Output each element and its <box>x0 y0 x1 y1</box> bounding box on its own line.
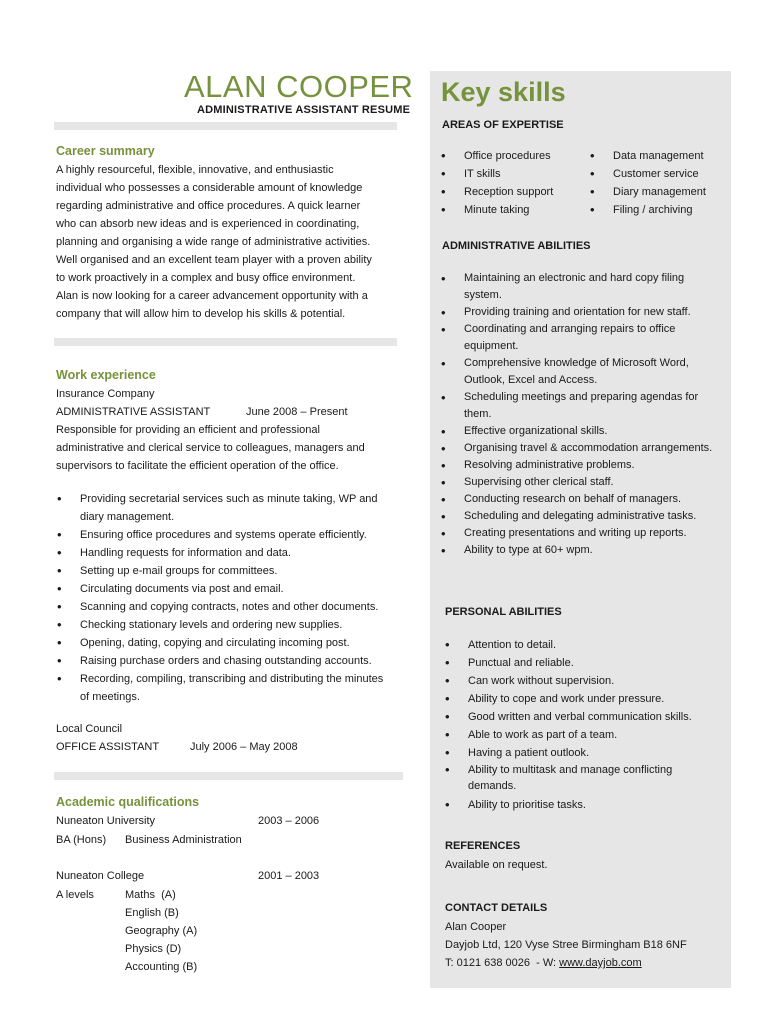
divider-bar <box>54 122 397 130</box>
job1-duties-list <box>57 490 393 706</box>
list-item: • Checking stationary levels and ordering new supplies. <box>57 616 393 634</box>
admin-abilities-title: ADMINISTRATIVE ABILITIES <box>442 240 591 252</box>
job1-dates: June 2008 – Present <box>246 406 348 418</box>
list-item: • Scheduling meetings and preparing agendas for them. <box>441 389 716 423</box>
uni-name: Nuneaton University <box>56 815 156 827</box>
uni-subject: Business Administration <box>125 834 242 846</box>
list-item: • Can work without supervision. <box>445 672 720 690</box>
list-item: • Ensuring office procedures and systems operate efficiently. <box>57 526 393 544</box>
summary-line: to work proactively in a complex and busy office environment. <box>56 272 356 284</box>
job2-role: OFFICE ASSISTANT <box>56 741 160 753</box>
list-item: • Good written and verbal communication skills. <box>445 708 720 726</box>
references-title: REFERENCES <box>445 840 521 852</box>
subject-item: Accounting (B) <box>125 961 198 973</box>
list-item: • Organising travel & accommodation arrangements. <box>441 440 716 457</box>
list-item: • IT skills <box>441 165 591 183</box>
subject-item: English (B) <box>125 907 179 919</box>
career-summary-text <box>56 161 392 323</box>
college-subjects <box>125 886 197 976</box>
job1-company: Insurance Company <box>56 388 155 400</box>
list-item: • Minute taking <box>441 201 591 219</box>
job2-dates: July 2006 – May 2008 <box>190 741 298 753</box>
college-level: A levels <box>56 889 94 901</box>
list-item: • Circulating documents via post and email. <box>57 580 393 598</box>
divider-bar <box>54 772 403 780</box>
list-item: • Having a patient outlook. <box>445 744 720 762</box>
contact-name: Alan Cooper <box>445 921 507 933</box>
list-item: • Data management <box>590 147 730 165</box>
subject-item: Maths (A) <box>125 889 176 901</box>
job1-desc-line: supervisors to facilitate the efficient operation of the office. <box>56 460 339 472</box>
academic-title: Academic qualifications <box>56 795 200 809</box>
expertise-list-right <box>590 147 730 219</box>
career-summary-title: Career summary <box>56 144 155 158</box>
uni-degree: BA (Hons) <box>56 834 107 846</box>
contact-title: CONTACT DETAILS <box>445 902 548 914</box>
list-item: • Effective organizational skills. <box>441 423 716 440</box>
job1-description <box>56 421 392 475</box>
references-text: Available on request. <box>445 859 548 871</box>
list-item: • Supervising other clerical staff. <box>441 474 716 491</box>
college-name: Nuneaton College <box>56 870 145 882</box>
summary-line: planning and organising a wide range of administrative activities. <box>56 236 371 248</box>
list-item: • Creating presentations and writing up reports. <box>441 525 716 542</box>
summary-line: individual who possesses a considerable amount of knowledge <box>56 182 363 194</box>
contact-phone: T: 0121 638 0026 - W: <box>445 957 560 969</box>
list-item: • Handling requests for information and data. <box>57 544 393 562</box>
job1-desc-line: Responsible for providing an efficient and professional <box>56 424 320 436</box>
expertise-list-left <box>441 147 591 219</box>
list-item: • Opening, dating, copying and circulating incoming post. <box>57 634 393 652</box>
resume-subtitle: ADMINISTRATIVE ASSISTANT RESUME <box>197 104 411 116</box>
expertise-title: AREAS OF EXPERTISE <box>442 119 564 131</box>
key-skills-title: Key skills <box>441 77 566 107</box>
job1-role: ADMINISTRATIVE ASSISTANT <box>56 406 211 418</box>
list-item: • Providing training and orientation for new staff. <box>441 304 716 321</box>
summary-line: Well organised and an excellent team player with a proven ability <box>56 254 372 266</box>
list-item: • Attention to detail. <box>445 636 720 654</box>
list-item: • Able to work as part of a team. <box>445 726 720 744</box>
list-item: • Punctual and reliable. <box>445 654 720 672</box>
admin-abilities-list <box>441 270 716 559</box>
work-experience-title: Work experience <box>56 368 156 382</box>
college-dates: 2001 – 2003 <box>258 870 320 882</box>
list-item: • Reception support <box>441 183 591 201</box>
uni-dates: 2003 – 2006 <box>258 815 320 827</box>
list-item: • Filing / archiving <box>590 201 730 219</box>
list-item: • Ability to type at 60+ wpm. <box>441 542 716 559</box>
list-item: • Office procedures <box>441 147 591 165</box>
list-item: • Resolving administrative problems. <box>441 457 716 474</box>
list-item: • Customer service <box>590 165 730 183</box>
job2-company: Local Council <box>56 723 123 735</box>
list-item: • Ability to cope and work under pressure. <box>445 690 720 708</box>
website-link[interactable]: www.dayjob.com <box>559 957 642 969</box>
list-item: • Raising purchase orders and chasing outstanding accounts. <box>57 652 393 670</box>
list-item: • Diary management <box>590 183 730 201</box>
resume-name: ALAN COOPER <box>184 69 414 104</box>
contact-address: Dayjob Ltd, 120 Vyse Stree Birmingham B18 6NF <box>445 939 687 951</box>
contact-phone-web <box>445 954 642 972</box>
list-item: • Coordinating and arranging repairs to office equipment. <box>441 321 716 355</box>
summary-line: who can absorb new ideas and is experienced in coordinating, <box>56 218 360 230</box>
list-item: • Ability to multitask and manage conflicting demands. <box>445 762 720 794</box>
summary-line: Alan is now looking for a career advancement opportunity with a <box>56 290 368 302</box>
personal-abilities-list <box>445 636 720 814</box>
summary-line: A highly resourceful, flexible, innovative, and enthusiastic <box>56 164 334 176</box>
list-item: • Comprehensive knowledge of Microsoft Word, Outlook, Excel and Access. <box>441 355 716 389</box>
personal-abilities-title: PERSONAL ABILITIES <box>445 606 562 618</box>
list-item: • Ability to prioritise tasks. <box>445 796 720 814</box>
list-item: • Scanning and copying contracts, notes and other documents. <box>57 598 393 616</box>
summary-line: company that will allow him to develop his skills & potential. <box>56 308 346 320</box>
job1-desc-line: administrative and clerical service to colleagues, managers and <box>56 442 365 454</box>
list-item: • Providing secretarial services such as minute taking, WP and diary management. <box>57 490 393 526</box>
list-item: • Setting up e-mail groups for committees. <box>57 562 393 580</box>
list-item: • Recording, compiling, transcribing and distributing the minutes of meetings. <box>57 670 393 706</box>
summary-line: regarding administrative and office procedures. A quick learner <box>56 200 361 212</box>
list-item: • Conducting research on behalf of managers. <box>441 491 716 508</box>
subject-item: Physics (D) <box>125 943 182 955</box>
divider-bar <box>54 338 397 346</box>
list-item: • Maintaining an electronic and hard copy filing system. <box>441 270 716 304</box>
subject-item: Geography (A) <box>125 925 198 937</box>
list-item: • Scheduling and delegating administrative tasks. <box>441 508 716 525</box>
